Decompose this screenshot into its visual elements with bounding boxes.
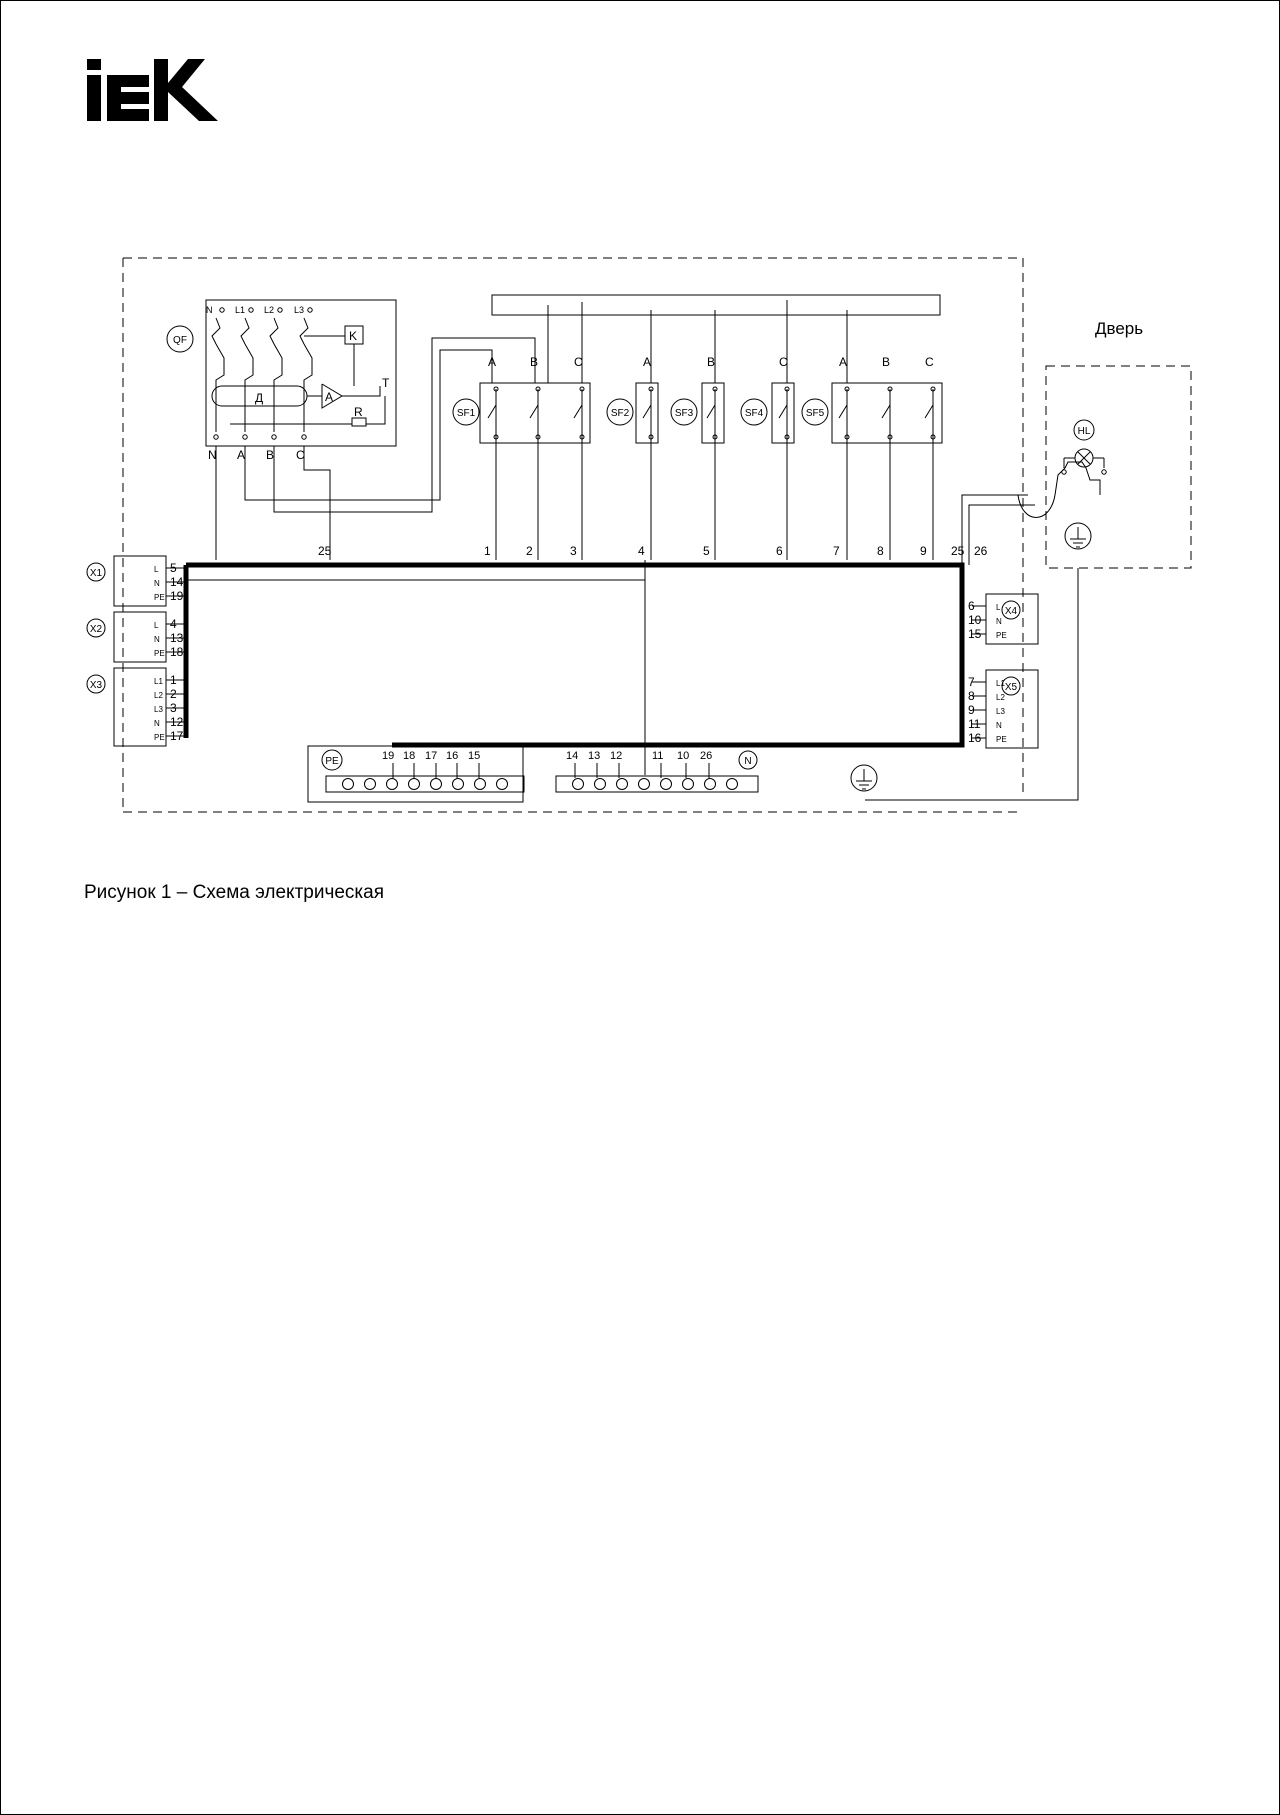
sub-breaker-sf4 bbox=[772, 383, 794, 443]
wire-number: 4 bbox=[638, 544, 645, 558]
main-bus bbox=[186, 565, 962, 745]
switch-contact bbox=[707, 393, 715, 418]
phase-label: B bbox=[530, 355, 539, 369]
switch-contact bbox=[530, 393, 538, 418]
qf-contact bbox=[212, 318, 220, 344]
wire-number: 8 bbox=[877, 544, 884, 558]
sub-breaker-sf2 bbox=[636, 383, 658, 443]
switch-contact bbox=[488, 393, 496, 418]
phase-label: B bbox=[882, 355, 891, 369]
switch-contact bbox=[925, 393, 933, 418]
pe-bus bbox=[326, 776, 524, 792]
socket-pin: L1 bbox=[996, 679, 1005, 688]
phase-label: A bbox=[488, 355, 497, 369]
sub-breaker-tag bbox=[741, 399, 767, 425]
svg-text:X1: X1 bbox=[89, 568, 103, 579]
bus-screw bbox=[639, 779, 650, 790]
bus-screw bbox=[617, 779, 628, 790]
svg-text:QF: QF bbox=[173, 335, 187, 346]
qf-top-terminal: L3 bbox=[294, 305, 305, 315]
bridge-loop bbox=[492, 295, 940, 315]
qf-pole bbox=[304, 344, 312, 432]
socket-wire-number: 4 bbox=[170, 617, 177, 631]
terminal-dot bbox=[278, 308, 282, 312]
enclosure-border bbox=[123, 258, 1023, 798]
qf-output-label: C bbox=[296, 448, 305, 462]
socket-wire-number: 6 bbox=[968, 599, 975, 613]
socket-wire-number: 2 bbox=[170, 687, 177, 701]
socket-wire-number: 19 bbox=[170, 589, 184, 603]
bus-screw bbox=[431, 779, 442, 790]
socket-wire-number: 12 bbox=[170, 715, 184, 729]
terminal-dot bbox=[1102, 470, 1106, 474]
svg-text:SF5: SF5 bbox=[805, 408, 825, 419]
phase-c-run bbox=[304, 446, 330, 560]
phase-label: C bbox=[574, 355, 583, 369]
qf-top-terminal: N bbox=[206, 305, 213, 315]
socket-wire-number: 18 bbox=[170, 645, 184, 659]
svg-text:SF3: SF3 bbox=[674, 408, 694, 419]
socket-wire-number: 16 bbox=[968, 731, 982, 745]
svg-text:HL: HL bbox=[1077, 426, 1091, 437]
socket-wire-number: 1 bbox=[170, 673, 177, 687]
wire-number: 5 bbox=[703, 544, 710, 558]
socket-tag bbox=[87, 675, 105, 693]
qf-pole bbox=[245, 344, 253, 432]
socket-pin: L bbox=[154, 621, 159, 630]
switch-contact bbox=[643, 393, 651, 418]
socket-pin: L2 bbox=[154, 691, 163, 700]
bus-screw bbox=[409, 779, 420, 790]
svg-text:SF1: SF1 bbox=[456, 408, 476, 419]
socket-pin: L2 bbox=[996, 693, 1005, 702]
socket-wire-number: 14 bbox=[170, 575, 184, 589]
qf-resistor-wire bbox=[366, 396, 385, 424]
svg-text:N: N bbox=[744, 756, 752, 767]
bus-screw bbox=[727, 779, 738, 790]
socket-pin: L bbox=[154, 565, 159, 574]
terminal-dot bbox=[1062, 470, 1066, 474]
figure-caption: Рисунок 1 – Схема электрическая bbox=[84, 882, 385, 903]
terminal-dot bbox=[243, 435, 247, 439]
qf-output-label: N bbox=[208, 448, 217, 462]
sub-breaker-tag bbox=[671, 399, 697, 425]
qf-amp-label: А bbox=[325, 390, 334, 404]
n-wire-number: 13 bbox=[588, 750, 601, 762]
svg-text:SF2: SF2 bbox=[610, 408, 630, 419]
qf-test-label: T bbox=[382, 376, 390, 390]
phase-label: B bbox=[707, 355, 716, 369]
socket-pin: PE bbox=[996, 735, 1007, 744]
socket-wire-number: 15 bbox=[968, 627, 982, 641]
sub-breaker-sf3 bbox=[702, 383, 724, 443]
wire-number: 3 bbox=[570, 544, 577, 558]
door-enclosure bbox=[1046, 366, 1191, 568]
terminal-dot bbox=[272, 435, 276, 439]
bus-screw bbox=[683, 779, 694, 790]
wire-number: 25 bbox=[318, 544, 332, 558]
socket-wire-number: 5 bbox=[170, 561, 177, 575]
socket-pin: PE bbox=[154, 593, 165, 602]
qf-contact bbox=[300, 318, 308, 344]
n-wire-number: 11 bbox=[652, 750, 664, 762]
qf-diff-label: Д bbox=[255, 391, 264, 405]
socket-wire-number: 13 bbox=[170, 631, 184, 645]
wire-number: 26 bbox=[974, 544, 988, 558]
n-wire-number: 26 bbox=[700, 750, 713, 762]
bus-screw bbox=[661, 779, 672, 790]
phase-label: A bbox=[643, 355, 652, 369]
socket-tag bbox=[1002, 601, 1020, 619]
bus-screw bbox=[343, 779, 354, 790]
bus-screw bbox=[595, 779, 606, 790]
qf-contact bbox=[270, 318, 278, 344]
socket-pin: L1 bbox=[154, 677, 163, 686]
qf-pole bbox=[274, 344, 282, 432]
bus-screw bbox=[387, 779, 398, 790]
socket-pin: L bbox=[996, 603, 1001, 612]
qf-resistor bbox=[352, 418, 366, 426]
wire-number: 2 bbox=[526, 544, 533, 558]
pe-wire-number: 18 bbox=[403, 750, 416, 762]
socket-pin: PE bbox=[154, 733, 165, 742]
bus-screw bbox=[573, 779, 584, 790]
n-wire-number: 14 bbox=[566, 750, 579, 762]
qf-output-label: A bbox=[237, 448, 246, 462]
socket-wire-number: 3 bbox=[170, 701, 177, 715]
socket-wire-number: 9 bbox=[968, 703, 975, 717]
door-label: Дверь bbox=[1095, 319, 1144, 338]
qf-pole bbox=[216, 344, 224, 432]
n-bus-tag bbox=[739, 751, 757, 769]
phase-label: C bbox=[779, 355, 788, 369]
switch-contact bbox=[839, 393, 847, 418]
n-wire-number: 12 bbox=[610, 750, 623, 762]
sub-breaker-tag bbox=[802, 399, 828, 425]
socket-pin: N bbox=[996, 617, 1002, 626]
pe-bus-tag bbox=[322, 750, 342, 770]
socket-wire-number: 7 bbox=[968, 675, 975, 689]
terminal-dot bbox=[302, 435, 306, 439]
socket-pin: N bbox=[154, 579, 160, 588]
pe-wire-number: 15 bbox=[468, 750, 481, 762]
switch-contact bbox=[574, 393, 582, 418]
n-wire-number: 10 bbox=[677, 750, 690, 762]
pe-wire-number: 16 bbox=[446, 750, 459, 762]
socket-pin: L3 bbox=[996, 707, 1005, 716]
socket-wire-number: 8 bbox=[968, 689, 975, 703]
qf-contact bbox=[241, 318, 249, 344]
sub-breaker-tag bbox=[607, 399, 633, 425]
bus-screw bbox=[705, 779, 716, 790]
door-loop bbox=[1018, 495, 1055, 518]
socket-wire-number: 10 bbox=[968, 613, 982, 627]
bus-screw bbox=[475, 779, 486, 790]
terminal-dot bbox=[220, 308, 224, 312]
pe-wire-number: 17 bbox=[425, 750, 438, 762]
socket-wire-number: 11 bbox=[968, 717, 981, 731]
wire-number: 7 bbox=[833, 544, 840, 558]
wire-number: 1 bbox=[484, 544, 491, 558]
qf-tag bbox=[167, 326, 193, 352]
socket-pin: N bbox=[154, 719, 160, 728]
svg-text:X5: X5 bbox=[1004, 682, 1018, 693]
svg-text:X2: X2 bbox=[89, 624, 103, 635]
qf-test-link bbox=[342, 386, 380, 396]
socket-pin: N bbox=[154, 635, 160, 644]
wire-number: 6 bbox=[776, 544, 783, 558]
n-bus bbox=[556, 776, 758, 792]
qf-top-terminal: L1 bbox=[235, 305, 246, 315]
socket-tag bbox=[87, 619, 105, 637]
terminal-dot bbox=[308, 308, 312, 312]
qf-resistor-label: R bbox=[354, 405, 363, 419]
terminal-dot bbox=[214, 435, 218, 439]
qf-relay-label: K bbox=[349, 329, 358, 343]
sub-breaker-sf5 bbox=[832, 383, 942, 443]
wire-number: 25 bbox=[951, 544, 965, 558]
socket-pin: PE bbox=[154, 649, 165, 658]
svg-text:X3: X3 bbox=[89, 680, 103, 691]
bus-screw bbox=[497, 779, 508, 790]
pe-wire-number: 19 bbox=[382, 750, 395, 762]
lamp-wire bbox=[1055, 462, 1100, 495]
svg-text:PE: PE bbox=[325, 756, 339, 767]
bus-screw bbox=[453, 779, 464, 790]
socket-wire-number: 17 bbox=[170, 729, 184, 743]
svg-text:SF4: SF4 bbox=[744, 408, 764, 419]
phase-label: C bbox=[925, 355, 934, 369]
lamp-tag bbox=[1074, 420, 1094, 440]
phase-label: A bbox=[839, 355, 848, 369]
qf-top-terminal: L2 bbox=[264, 305, 275, 315]
socket-pin: L3 bbox=[154, 705, 163, 714]
sub-breaker-tag bbox=[453, 399, 479, 425]
socket-pin: PE bbox=[996, 631, 1007, 640]
socket-tag bbox=[87, 563, 105, 581]
qf-output-label: B bbox=[266, 448, 275, 462]
wire-number: 9 bbox=[920, 544, 927, 558]
svg-text:X4: X4 bbox=[1004, 606, 1018, 617]
switch-contact bbox=[882, 393, 890, 418]
bus-screw bbox=[365, 779, 376, 790]
terminal-dot bbox=[249, 308, 253, 312]
switch-contact bbox=[779, 393, 787, 418]
socket-pin: N bbox=[996, 721, 1002, 730]
